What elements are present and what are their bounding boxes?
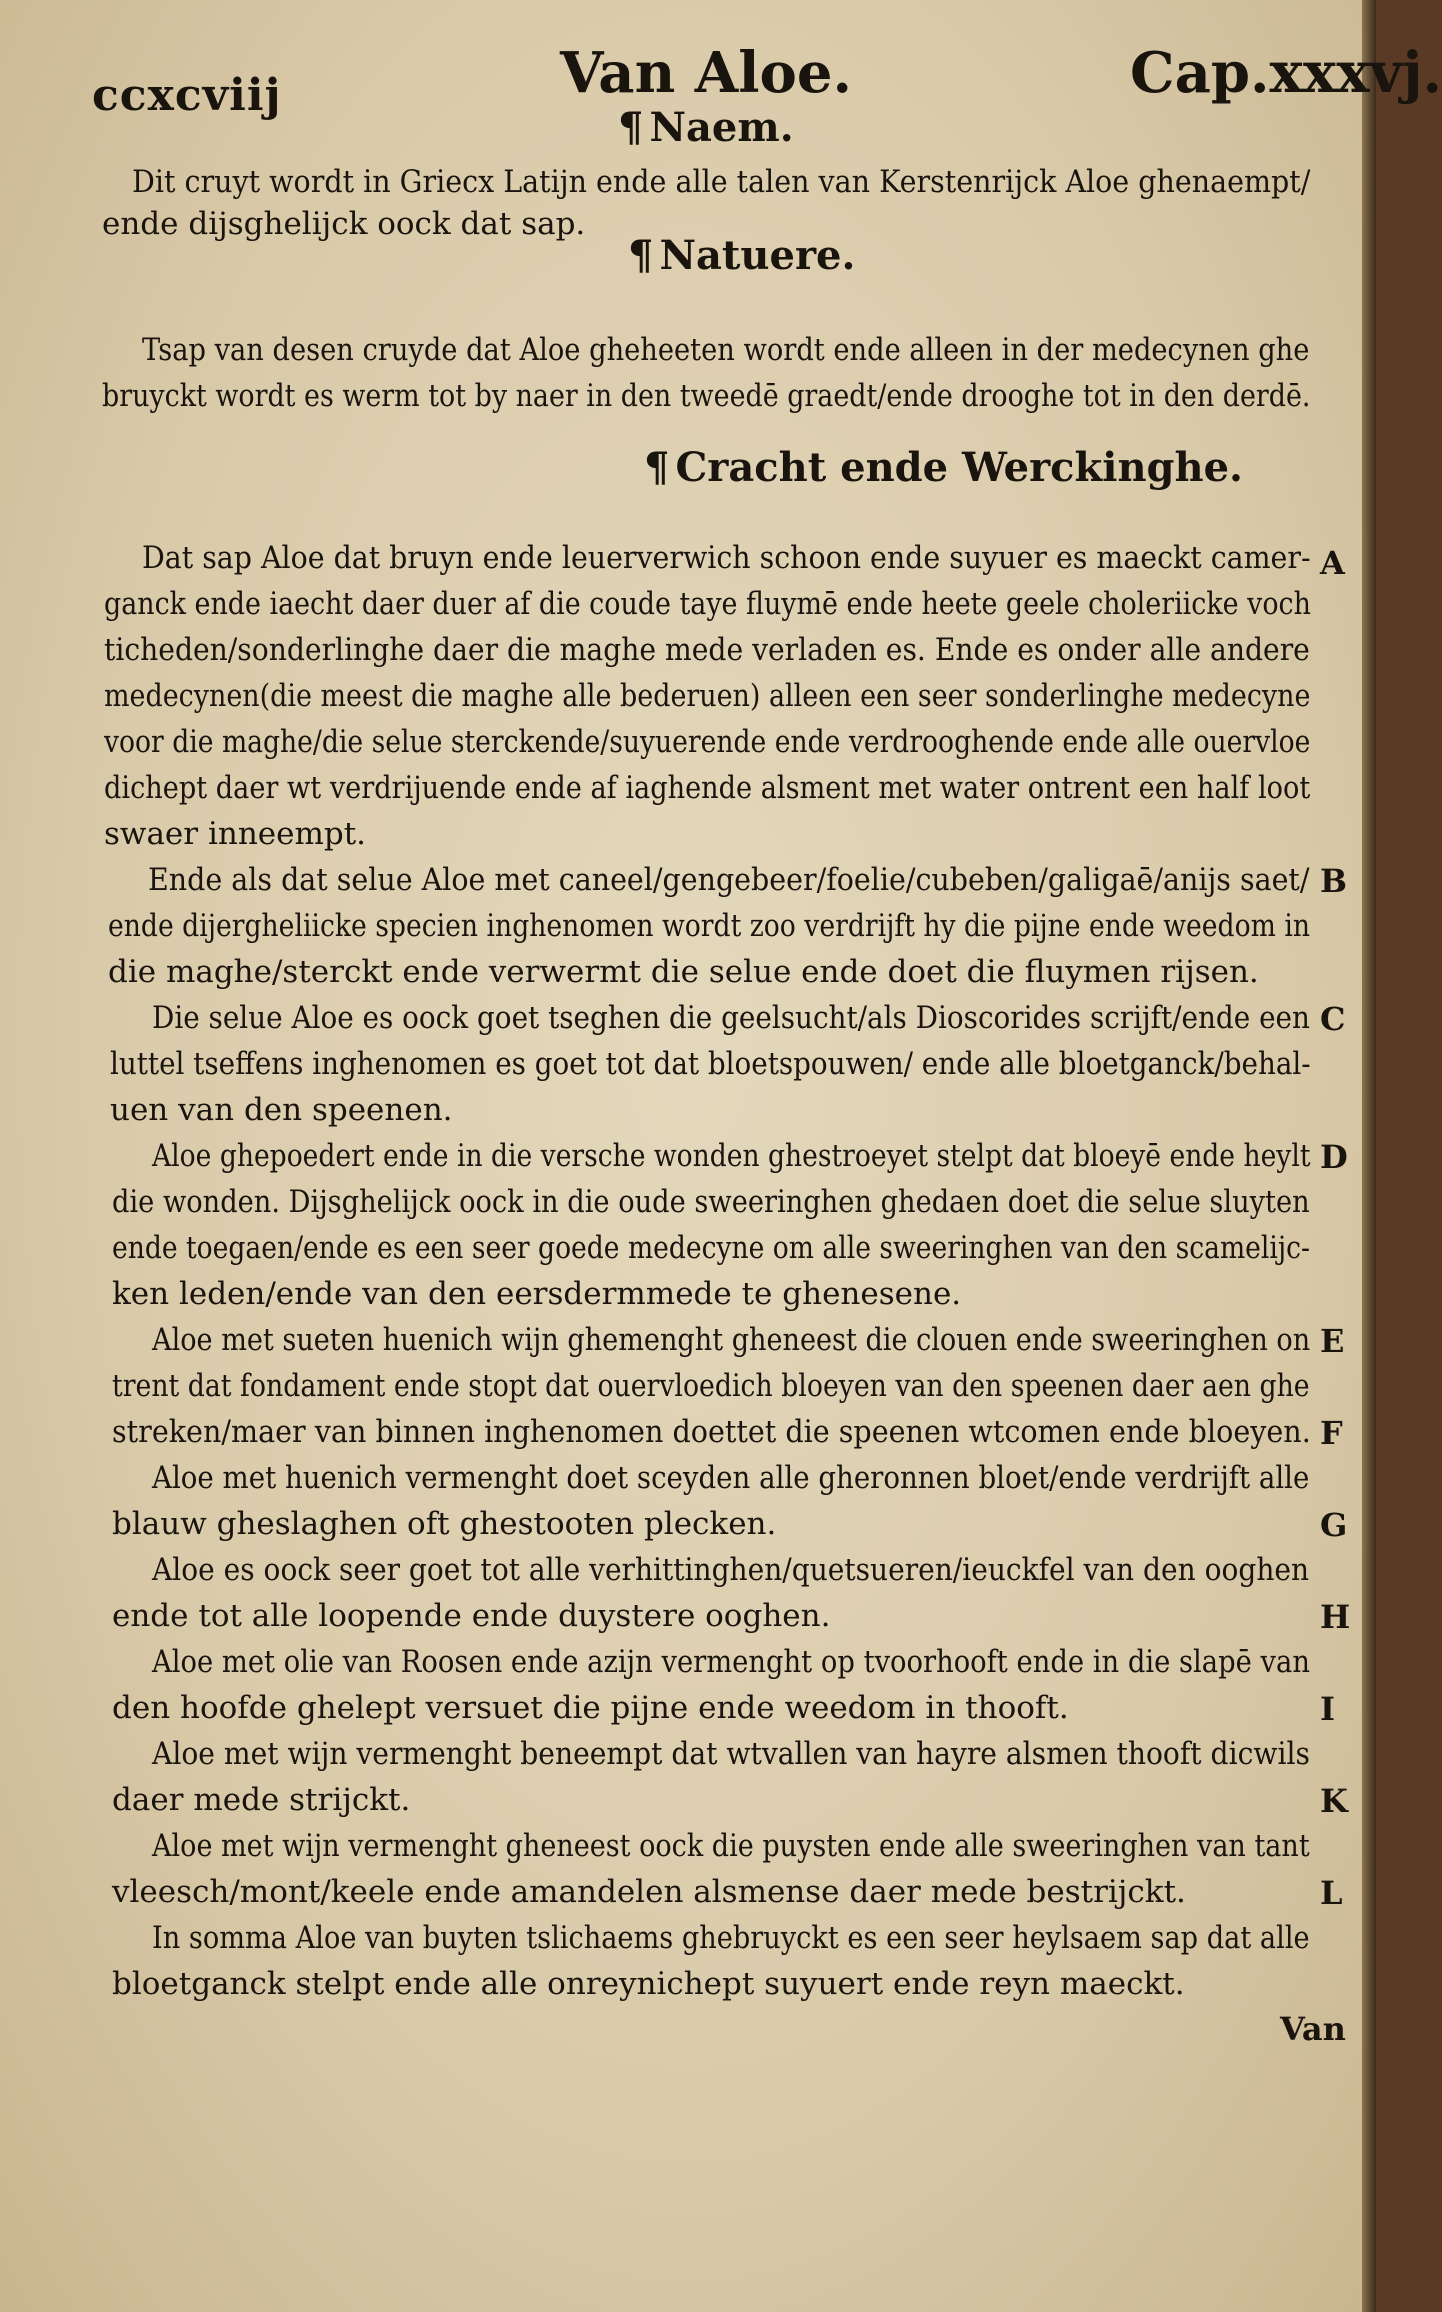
text-line: luttel tseffens inghenomen es goet tot dat bloetspouwen/ ende alle bloetganck/behal- [110, 1046, 1311, 1082]
text-line: ende toegaen/ende es een seer goede medecyne om alle sweeringhen van den scamelijc- [112, 1230, 1310, 1266]
text-line: die wonden. Dijsghelijck oock in die oude sweeringhen ghedaen doet die selue sluyten [112, 1184, 1310, 1220]
pilcrow-icon: ¶ [618, 104, 644, 151]
text-line: die maghe/sterckt ende verwermt die selue ende doet die fluymen rijsen. [108, 954, 1259, 990]
text-line: Aloe met huenich vermenght doet sceyden alle gheronnen bloet/ende verdrijft alle [152, 1460, 1310, 1496]
chapter-number: Cap.xxxvj. [1130, 40, 1442, 106]
margin-letter: C [1320, 1000, 1346, 1038]
pilcrow-icon: ¶ [644, 444, 670, 491]
margin-letter: L [1320, 1874, 1343, 1912]
text-line: ganck ende iaecht daer duer af die coude taye fluymē ende heete geele choleriicke voch [104, 586, 1311, 622]
text-line: ken leden/ende van den eersdermmede te ghenesene. [112, 1276, 962, 1312]
section-heading-naem: ¶ Naem. [618, 104, 794, 151]
text-line: ende dijsghelijck oock dat sap. [102, 206, 586, 242]
text-line: medecynen(die meest die maghe alle bederuen) alleen een seer sonderlinghe medecyne [104, 678, 1311, 714]
text-line: Tsap van desen cruyde dat Aloe gheheeten wordt ende alleen in der medecynen ghe [142, 332, 1310, 368]
text-line: dichept daer wt verdrijuende ende af iaghende alsment met water ontrent een half loot [104, 770, 1311, 806]
text-line: Aloe met olie van Roosen ende azijn vermenght op tvoorhooft ende in die slapē van [152, 1644, 1310, 1680]
margin-letter: G [1320, 1506, 1348, 1544]
text-line: Aloe met wijn vermenght beneempt dat wtvallen van hayre alsmen thooft dicwils [152, 1736, 1310, 1772]
text-line: bloetganck stelpt ende alle onreynichept suyuert ende reyn maeckt. [112, 1966, 1185, 2002]
margin-letter: A [1320, 544, 1345, 582]
margin-letter: B [1320, 862, 1348, 900]
margin-letter: I [1320, 1690, 1335, 1728]
text-line: bruyckt wordt es werm tot by naer in den tweedē graedt/ende drooghe tot in den derdē. [102, 378, 1311, 414]
text-line: Aloe es oock seer goet tot alle verhittinghen/quetsueren/ieuckfel van den ooghen [152, 1552, 1310, 1588]
text-line: ende tot alle loopende ende duystere ooghen. [112, 1598, 831, 1634]
text-line: ticheden/sonderlinghe daer die maghe mede verladen es. Ende es onder alle andere [104, 632, 1310, 668]
text-line: daer mede strijckt. [112, 1782, 411, 1818]
text-line: Ende als dat selue Aloe met caneel/gengebeer/foelie/cubeben/galigaē/anijs saet/ [148, 862, 1310, 898]
margin-letter: D [1320, 1138, 1348, 1176]
margin-letter: K [1320, 1782, 1348, 1820]
running-title: Van Aloe. [560, 40, 853, 106]
text-line: swaer inneempt. [104, 816, 367, 852]
catchword: Van [1280, 2010, 1346, 2048]
text-line: ende dijergheliicke specien inghenomen wordt zoo verdrijft hy die pijne ende weedom in [108, 908, 1310, 944]
text-line: Aloe ghepoedert ende in die versche wonden ghestroeyet stelpt dat bloeyē ende heylt [152, 1138, 1311, 1174]
margin-letter: F [1320, 1414, 1343, 1452]
folio-number: ccxcviij [92, 70, 282, 121]
text-line: Aloe met wijn vermenght gheneest oock die puysten ende alle sweeringhen van tant [152, 1828, 1310, 1864]
text-line: trent dat fondament ende stopt dat ouervloedich bloeyen van den speenen daer aen ghe [112, 1368, 1310, 1404]
text-line: In somma Aloe van buyten tslichaems ghebruyckt es een seer heylsaem sap dat alle [152, 1920, 1310, 1956]
section-heading-natuere: ¶ Natuere. [628, 232, 856, 279]
pilcrow-icon: ¶ [628, 232, 654, 279]
section-heading-cracht: ¶ Cracht ende Werckinghe. [644, 444, 1243, 491]
page-edge-shadow [1362, 0, 1376, 2312]
text-line: voor die maghe/die selue sterckende/suyuerende ende verdrooghende ende alle ouervloe [104, 724, 1311, 760]
text-line: Aloe met sueten huenich wijn ghemenght gheneest die clouen ende sweeringhen on [152, 1322, 1311, 1358]
text-line: Dat sap Aloe dat bruyn ende leuerverwich schoon ende suyuer es maeckt camer- [142, 540, 1311, 576]
text-line: vleesch/mont/keele ende amandelen alsmense daer mede bestrijckt. [112, 1874, 1186, 1910]
text-line: Dit cruyt wordt in Griecx Latijn ende alle talen van Kerstenrijck Aloe ghenaempt/ [132, 164, 1311, 200]
text-line: uen van den speenen. [110, 1092, 453, 1128]
text-line: blauw gheslaghen oft ghestooten plecken. [112, 1506, 777, 1542]
margin-letter: E [1320, 1322, 1345, 1360]
margin-letter: H [1320, 1598, 1351, 1636]
text-line: Die selue Aloe es oock goet tseghen die geelsucht/als Dioscorides scrijft/ende een [152, 1000, 1310, 1036]
text-line: den hoofde ghelept versuet die pijne ende weedom in thooft. [112, 1690, 1069, 1726]
text-line: streken/maer van binnen inghenomen doettet die speenen wtcomen ende bloeyen. [112, 1414, 1311, 1450]
